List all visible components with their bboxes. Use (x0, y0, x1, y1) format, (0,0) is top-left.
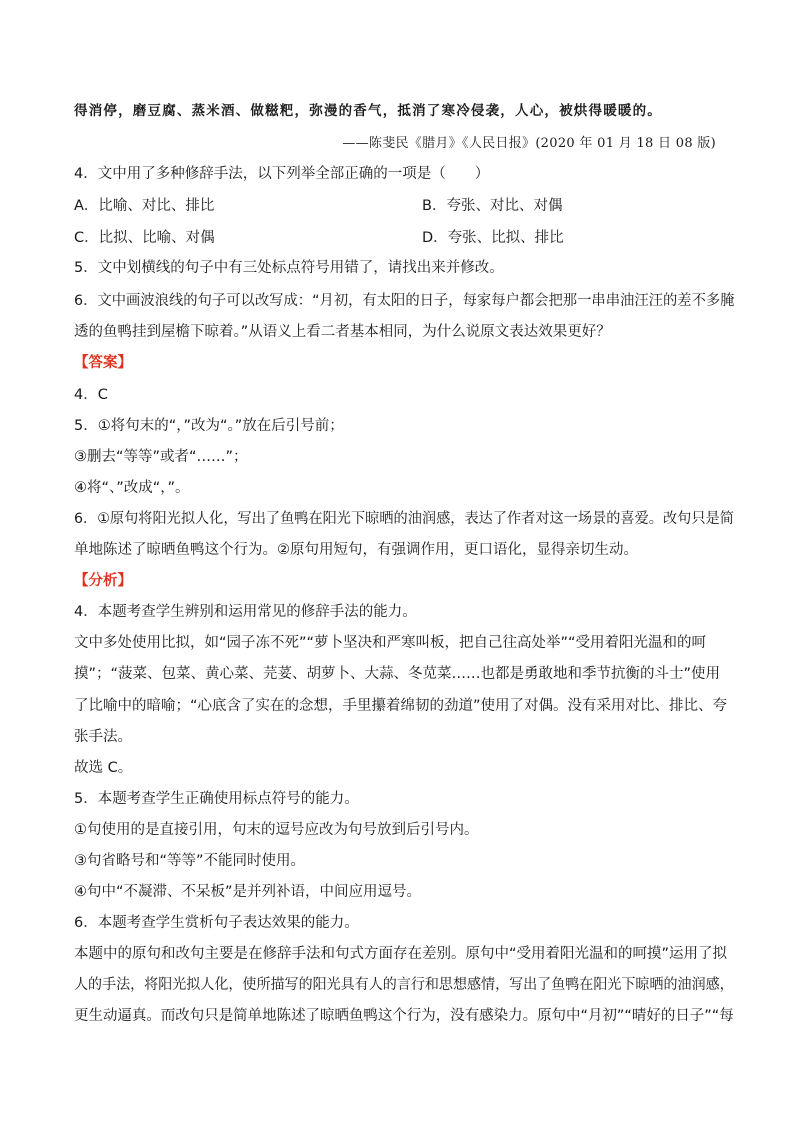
question-6-line-2: 透的鱼鸭挂到屋檐下晾着。”从语义上看二者基本相同，为什么说原文表达效果更好？ (74, 324, 611, 340)
analysis-line: 张手法。 (74, 729, 132, 745)
question-5: 5．文中划横线的句子中有三处标点符号用错了，请找出来并修改。 (74, 260, 504, 276)
analysis-line: 本题中的原句和改句主要是在修辞手法和句式方面存在差别。原句中“受用着阳光温和的呵摸”运用了拟 (74, 946, 728, 962)
analysis-line: 6．本题考查学生赏析句子表达效果的能力。 (74, 915, 359, 931)
option-c: C．比拟、比喻、对偶 (74, 230, 215, 246)
question-4-options-row-1 (74, 196, 563, 216)
analysis-heading: 【分析】 (74, 573, 132, 589)
option-a: A．比喻、对比、排比 (74, 198, 215, 214)
answer-6-line-2: 单地陈述了晾晒鱼鸭这个行为。②原句用短句，有强调作用，更口语化，显得亲切生动。 (74, 542, 638, 558)
analysis-line: 更生动逼真。而改句只是简单地陈述了晾晒鱼鸭这个行为，没有感染力。原句中“月初”“晴好的日子”“每 (74, 1008, 734, 1024)
analysis-line: 文中多处使用比拟，如“园子冻不死”“萝卜坚决和严寒叫板，把自己往高处举”“受用着阳光温和的呵 (74, 635, 707, 651)
question-4: 4．文中用了多种修辞手法，以下列举全部正确的一项是（ ） (74, 166, 490, 182)
analysis-line: ①句使用的是直接引用，句末的逗号应改为句号放到后引号内。 (74, 822, 479, 838)
analysis-line: 人的手法，将阳光拟人化，使所描写的阳光具有人的言行和思想感情，写出了鱼鸭在阳光下晾晒的油润感， (74, 977, 734, 993)
analysis-line: ④句中“不凝滞、不呆板”是并列补语，中间应用逗号。 (74, 884, 422, 900)
analysis-line: 摸”；“菠菜、包菜、黄心菜、芫荽、胡萝卜、大蒜、冬苋菜……也都是勇敢地和季节抗衡的斗士”使用 (74, 666, 721, 682)
answer-5-line-1: 5．①将句末的“，”改为“。”放在后引号前； (74, 418, 344, 434)
analysis-line: 4．本题考查学生辨别和运用常见的修辞手法的能力。 (74, 604, 417, 620)
answer-heading: 【答案】 (74, 355, 132, 371)
option-b: B．夸张、对比、对偶 (422, 198, 563, 214)
question-4-options-row-2 (74, 228, 564, 248)
answer-5-line-2: ③删去“等等”或者“……”； (74, 449, 248, 465)
option-d: D．夸张、比拟、排比 (422, 230, 564, 246)
question-6-line-1: 6．文中画波浪线的句子可以改写成：“月初，有太阳的日子，每家每户都会把那一串串油汪汪的差不多腌 (74, 293, 735, 309)
answer-6-line-1: 6．①原句将阳光拟人化，写出了鱼鸭在阳光下晾晒的油润感，表达了作者对这一场景的喜爱。改句只是简 (74, 511, 734, 527)
analysis-line: 故选 C。 (74, 760, 133, 776)
answer-5-line-3: ④将“、”改成“，”。 (74, 480, 190, 496)
analysis-line: 5．本题考查学生正确使用标点符号的能力。 (74, 791, 359, 807)
analysis-line: ③句省略号和“等等”不能同时使用。 (74, 853, 306, 869)
quote-citation: ——陈斐民《腊月》《人民日报》(2020 年 01 月 18 日 08 版) (342, 136, 716, 151)
quote-text: 得消停，磨豆腐、蒸米酒、做糍粑，弥漫的香气，抵消了寒冷侵袭，人心，被烘得暖暖的。 (74, 103, 662, 119)
answer-4: 4．C (74, 387, 108, 403)
analysis-line: 了比喻中的暗喻；“心底含了实在的念想，手里攥着绵韧的劲道”使用了对偶。没有采用对比、排比、夸 (74, 698, 728, 714)
